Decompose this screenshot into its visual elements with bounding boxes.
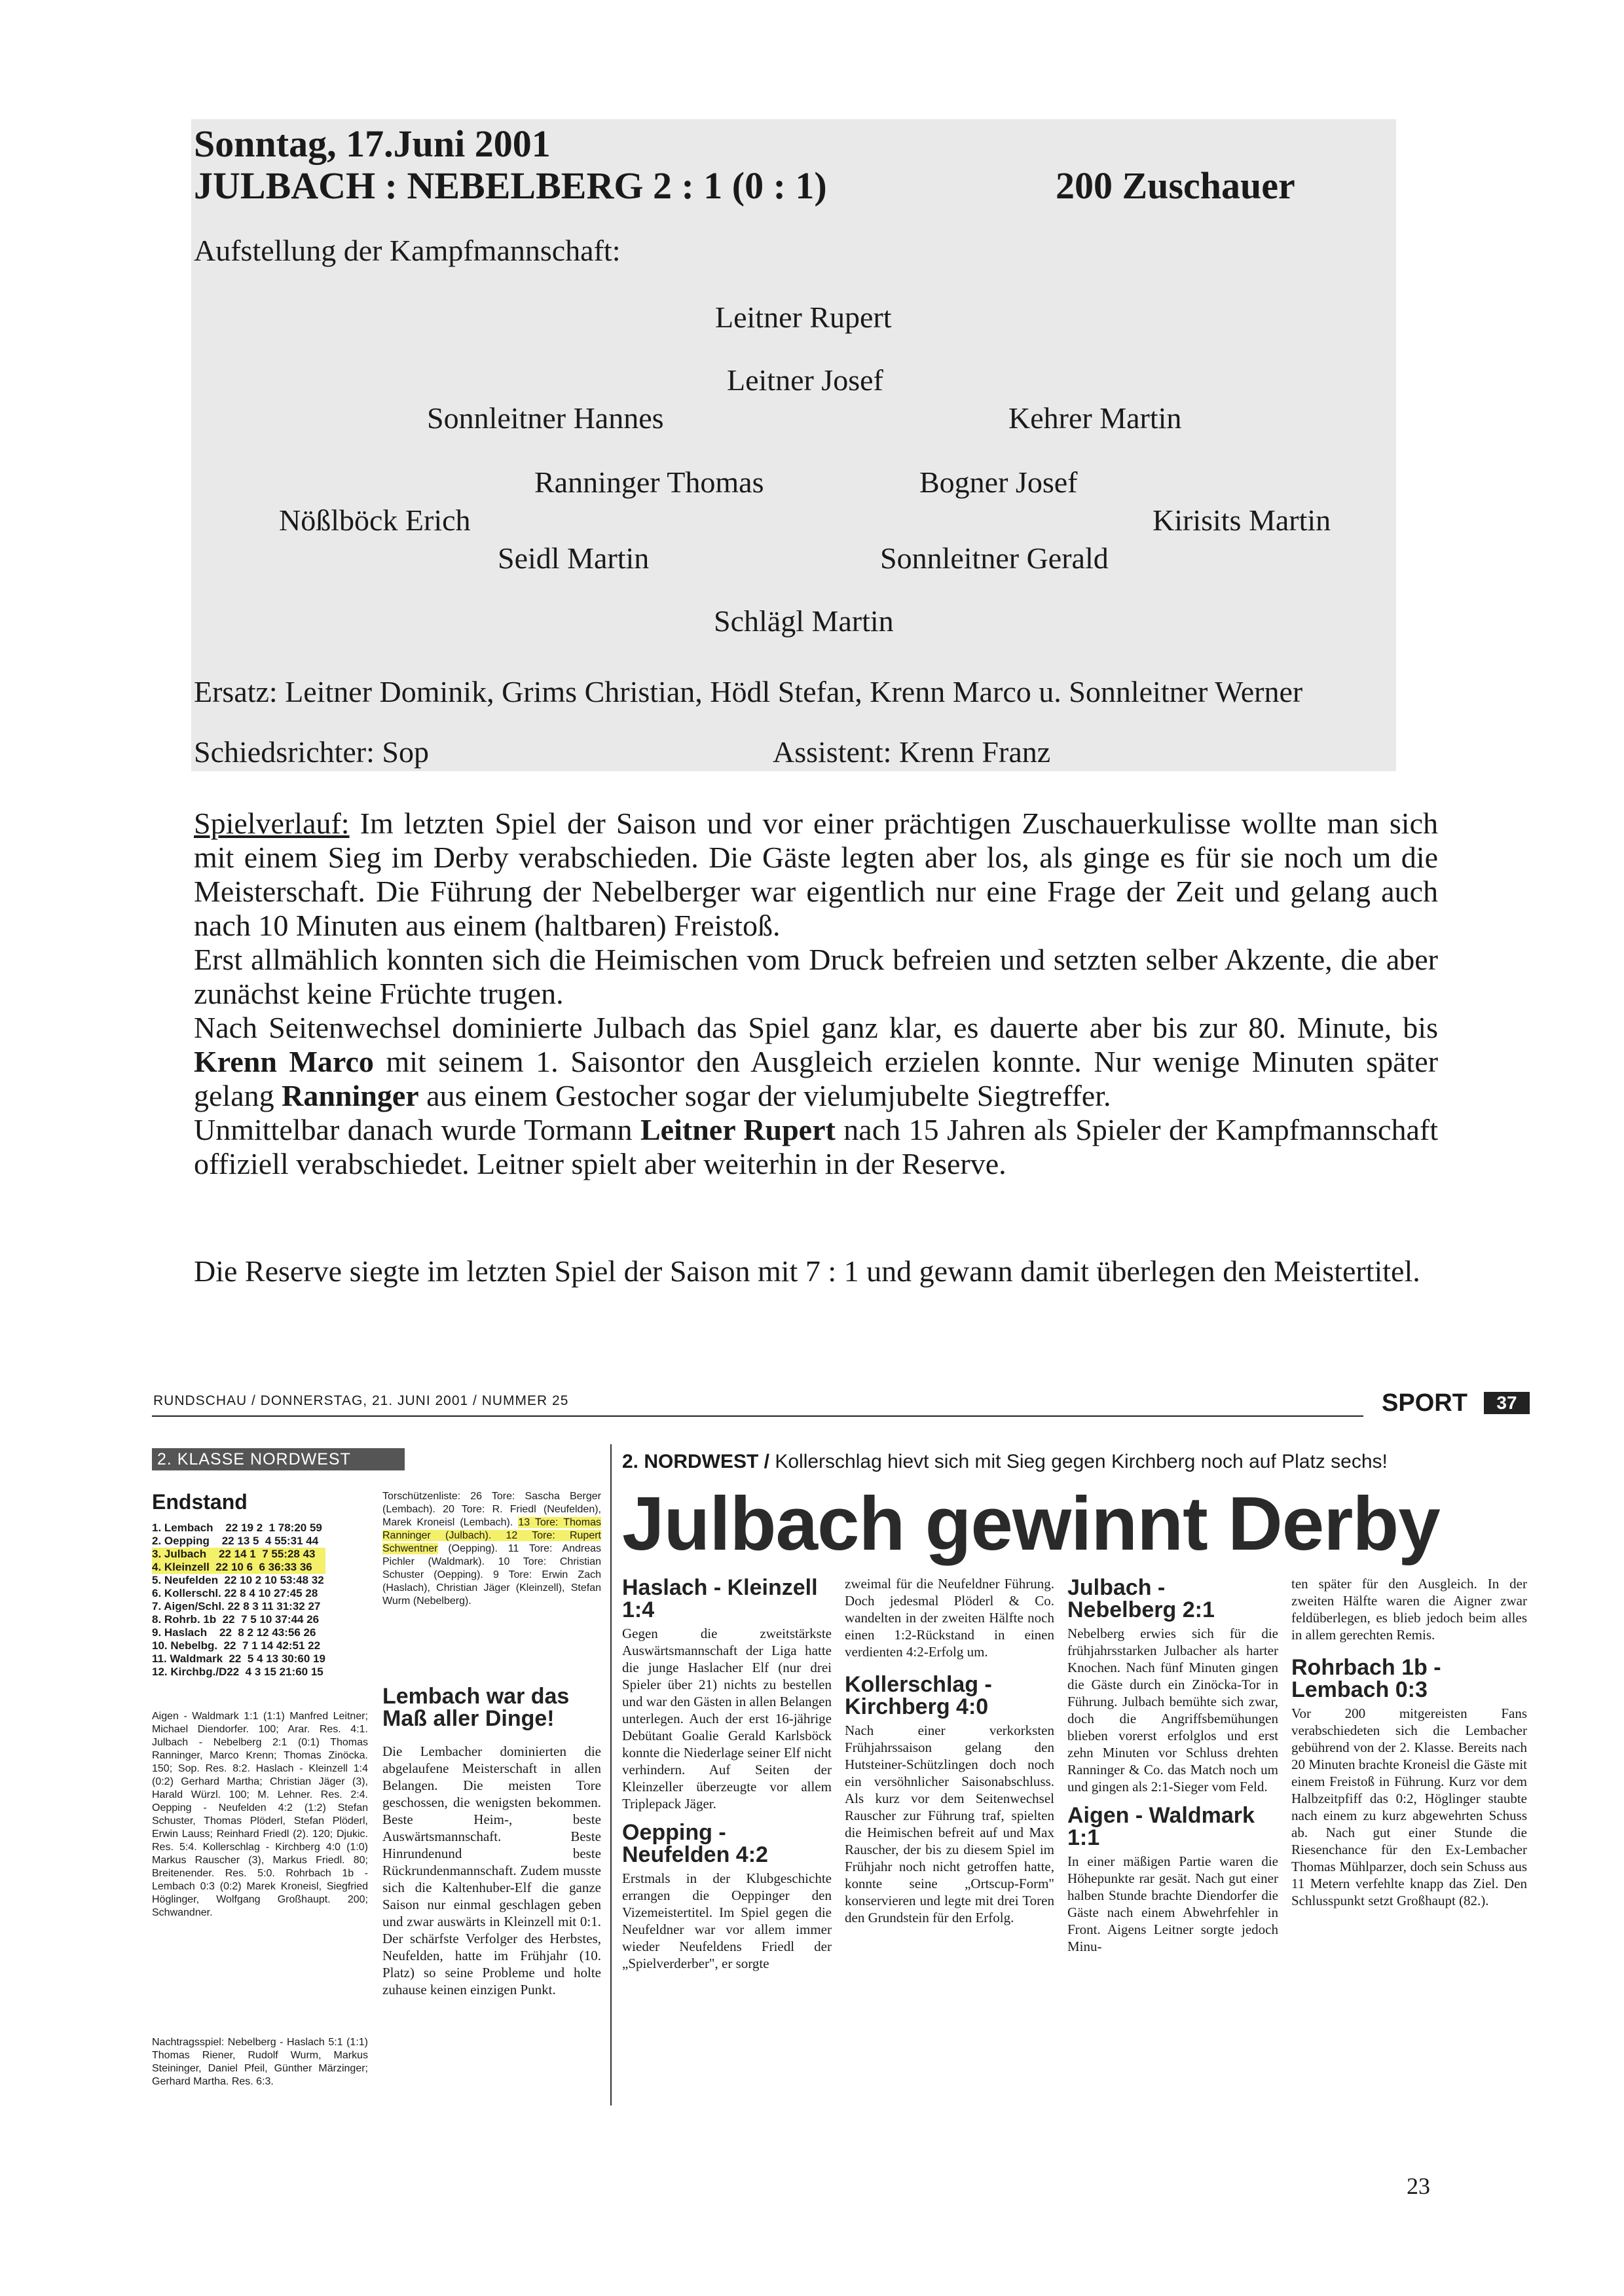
report-para-3e: aus einem Gestocher sogar der vielumjubelte Siegtreffer. (418, 1079, 1111, 1112)
player-4: Kehrer Martin (1008, 401, 1182, 435)
scorers-text-rest: (Oepping). 11 Tore: Andreas Pichler (Waldmark). 10 Tore: Christian Schuster (Oepping). 9 Tore: Erwin Zach (Haslach), Christian Jäger (Kleinzell), Stefan Wurm (Nebelberg). (382, 1543, 601, 1607)
julbach-heading: Julbach - Nebelberg 2:1 (1067, 1575, 1215, 1622)
standings-table (152, 1522, 325, 1679)
section-label: SPORT (1382, 1389, 1467, 1417)
player-8: Kirisits Martin (1153, 503, 1331, 537)
rohrbach-article (1291, 1575, 1527, 1909)
spectator-count: 200 Zuschauer (1056, 164, 1295, 207)
report-label: Spielverlauf: (194, 807, 350, 840)
masthead-rule (152, 1415, 1363, 1417)
table-row: 1. Lembach 22 19 2 1 78:20 59 (152, 1522, 322, 1534)
player-2: Leitner Josef (727, 363, 883, 397)
masthead: RUNDSCHAU / DONNERSTAG, 21. JUNI 2001 / NUMMER 25 (153, 1393, 569, 1408)
report-para-1: Im letzten Spiel der Saison und vor einer prächtigen Zuschauerkulisse wollte man sich mit einem Sieg im Derby verabschieden. Die Gäste legten aber los, als ginge es für sie noch um die Meisterschaft. Die Führung der Nebelberger war eigentlich nur eine Frage der Zeit und gelang auch nach 10 Minuten aus einem (haltbaren) Freistoß. (194, 807, 1438, 942)
column-divider (610, 1444, 612, 2105)
page-number: 23 (1407, 2173, 1430, 2199)
scorers-text: Torschützenliste: 26 Tore: Sascha Berger (Lembach). 20 Tore: R. Friedl (Neufelden), Marek Kroneisl (Lembach). (382, 1491, 601, 1528)
match-results: Aigen - Waldmark 1:1 (1:1) Manfred Leitner; Michael Diendorfer. 100; Arar. Res. 4:1. Julbach - Nebelberg 2:1 (0:1) Thomas Ranninger, Marco Krenn; Thomas Zinöcka. 150; Sop. Res. 8:2. Haslach - Kleinzell 1:4 (0:2) Gerhard Martha; Christian Jäger (3), Harald Würzl. 100; M. Lehner. Res. 2:4. Oepping - Neufelden 4:2 (1:2) Stefan Schuster, Thomas Plöderl, Stefan Plöderl, Erwin Lauss; Reinhard Friedl (2). 120; Djukic. Res. 5:4. Kollerschlag - Kirchberg 4:0 (1:0) Markus Rauscher (3), Markus Friedl. 80; Breitenender. Res. 5:0. Rohrbach 1b - Lembach 0:3 (0:2) Marek Kroneisl, Siegfried Höglinger, Wolfgang Großhaupt. 200; Schwandner. (152, 1711, 368, 1918)
table-row-highlighted: 3. Julbach 22 14 1 7 55:28 43 (152, 1548, 325, 1561)
kicker-text: Kollerschlag hievt sich mit Sieg gegen Kirchberg noch auf Platz sechs! (769, 1451, 1388, 1472)
table-row-highlighted: 4. Kleinzell 22 10 6 6 36:33 36 (152, 1561, 325, 1574)
scorer-krenn: Krenn Marco (194, 1045, 374, 1078)
table-row: 12. Kirchbg./D22 4 3 15 21:60 15 (152, 1666, 323, 1678)
match-result: JULBACH : NEBELBERG 2 : 1 (0 : 1) (194, 164, 827, 207)
table-row: 10. Nebelbg. 22 7 1 14 42:51 22 (152, 1639, 321, 1652)
table-row: 8. Rohrb. 1b 22 7 5 10 37:44 26 (152, 1613, 320, 1626)
kollerschlag-article (845, 1575, 1054, 1926)
table-row: 11. Waldmark 22 5 4 13 30:60 19 (152, 1652, 325, 1665)
match-date: Sonntag, 17.Juni 2001 (194, 122, 551, 165)
haslach-body: Gegen die zweitstärkste Auswärtsmannschaft der Liga hatte die junge Haslacher Elf (nur drei Spieler über 21) nichts zu bestellen und war den Gästen in allen Belangen unterlegen. Auch der erst 16-jährige Debütant Goalie Gerald Karlsböck konnte die Niederlage seiner Elf nicht verhindern. Auf Seiten der Kleinzeller überzeugte vor allem Triplepack Jäger. (622, 1626, 832, 1812)
table-row: 6. Kollerschl. 22 8 4 10 27:45 28 (152, 1587, 318, 1599)
report-para-4a: Unmittelbar danach wurde Tormann (194, 1113, 640, 1146)
page-number-badge: 37 (1484, 1392, 1530, 1414)
player-5: Ranninger Thomas (534, 465, 764, 499)
lembach-heading: Lembach war das Maß aller Dinge! (382, 1684, 570, 1731)
aigen-body: In einer mäßigen Partie waren die Höhepunkte rar gesät. Nach gut einer halben Stunde brachte Diendorfer die Gäste nach einem Abwehrfehler in Front. Aigens Leitner sorgte jedoch Minu- (1067, 1853, 1278, 1954)
reserve-report: Die Reserve siegte im letzten Spiel der Saison mit 7 : 1 und gewann damit überlegen den Meistertitel. (194, 1254, 1420, 1288)
substitutes: Ersatz: Leitner Dominik, Grims Christian, Hödl Stefan, Krenn Marco u. Sonnleitner Werner (194, 675, 1303, 708)
report-para-4c: nach 15 Jahren als Spieler der Kampfmannschaft offiziell verabschiedet. Leitner spielt aber weiterhin in der Reserve. (194, 1113, 1438, 1180)
player-7: Nößlböck Erich (279, 503, 471, 537)
standings-title: Endstand (152, 1490, 248, 1514)
top-scorers (382, 1490, 601, 1608)
julbach-body: Nebelberg erwies sich für die frühjahrsstarken Julbacher als harter Knochen. Nach fünf Minuten gingen die Gäste durch ein Zinöcka-Tor in Führung. Julbach bemühte sich zwar, doch die Angriffsbemühungen blieben vorerst erfolglos und erst zehn Minuten vor Schluss drehten Ranninger & Co. das Match noch um und gingen als 2:1-Sieger vom Feld. (1067, 1626, 1278, 1795)
lembach-article (382, 1680, 601, 1998)
table-row: 5. Neufelden 22 10 2 10 53:48 32 (152, 1574, 324, 1586)
match-report (194, 807, 1438, 1181)
player-9: Seidl Martin (498, 541, 650, 575)
player-3: Sonnleitner Hannes (427, 401, 664, 435)
postponed-match: Nachtragsspiel: Nebelberg - Haslach 5:1 (1:1) Thomas Riener, Rudolf Wurm, Markus Steininger, Daniel Pfeil, Günther Märzinger; Gerhard Martha. Res. 6:3. (152, 2037, 368, 2087)
scorer-ranninger: Ranninger (282, 1079, 419, 1112)
player-6: Bogner Josef (919, 465, 1078, 499)
assistant-referee: Assistent: Krenn Franz (773, 735, 1051, 769)
oepping-heading: Oepping - Neufelden 4:2 (622, 1820, 768, 1867)
haslach-heading: Haslach - Kleinzell 1:4 (622, 1575, 818, 1622)
scorers-highlight: 13 Tore: Thomas Ranninger (Julbach). 12 Tore: Rupert Schwentner (382, 1517, 602, 1554)
referee: Schiedsrichter: Sop (194, 735, 429, 769)
haslach-article (622, 1571, 832, 1972)
aigen-heading: Aigen - Waldmark 1:1 (1067, 1803, 1255, 1850)
rohrbach-heading: Rohrbach 1b - Lembach 0:3 (1291, 1655, 1441, 1702)
player-10: Sonnleitner Gerald (880, 541, 1109, 575)
headline: Julbach gewinnt Derby (622, 1481, 1440, 1566)
newspaper-clipping (152, 1381, 1540, 2115)
player-goalkeeper: Leitner Rupert (715, 301, 892, 334)
league-bar: 2. KLASSE NORDWEST (152, 1448, 405, 1470)
kollerschlag-heading: Kollerschlag - Kirchberg 4:0 (845, 1672, 992, 1719)
kicker-bold: 2. NORDWEST / (622, 1451, 770, 1472)
table-row: 2. Oepping 22 13 5 4 55:31 44 (152, 1535, 319, 1547)
table-row: 7. Aigen/Schl. 22 8 3 11 31:32 27 (152, 1600, 321, 1613)
oepping-body: Erstmals in der Klubgeschichte errangen die Oeppinger den Vizemeistertitel. Im Spiel gegen die Neufeldner war vor allem immer wieder Neufeldens Friedl der „Spielverderber", er sorgte (622, 1870, 832, 1971)
neufelden-continuation: zweimal für die Neufeldner Führung. Doch jedesmal Plöderl & Co. wandelten in der zweiten Hälfte noch einen 1:2-Rückstand in einen verdienten 4:2-Erfolg um. (845, 1576, 1054, 1660)
player-11: Schlägl Martin (714, 604, 894, 638)
goalkeeper-name: Leitner Rupert (640, 1113, 836, 1146)
julbach-article (1067, 1571, 1278, 1955)
report-para-3a: Nach Seitenwechsel dominierte Julbach das Spiel ganz klar, es dauerte aber bis zur 80. Minute, bis (194, 1011, 1438, 1044)
lembach-body: Die Lembacher dominierten die abgelaufene Meisterschaft in allen Belangen. Die meisten Tore geschossen, die wenigsten bekommen. Beste Heim-, beste Auswärtsmannschaft. Beste Hinrundenund beste Rückrundenmannschaft. Zudem musste sich die Kaltenhuber-Elf die ganze Saison nur einmal geschlagen geben und zwar auswärts in Kleinzell mit 0:1. Der schärfste Verfolger des Herbstes, Neufelden, hatte im Frühjahr (10. Platz) so seine Probleme und holte zuhause keinen einzigen Punkt. (382, 1743, 601, 1997)
table-row: 9. Haslach 22 8 2 12 43:56 26 (152, 1626, 316, 1639)
report-para-2: Erst allmählich konnten sich die Heimischen vom Druck befreien und setzten selber Akzente, die aber zunächst keine Früchte trugen. (194, 943, 1438, 1010)
aigen-continuation: ten später für den Ausgleich. In der zweiten Hälfte waren die Aigner zwar feldüberlegen, es blieb jedoch beim alles in allem gerechten Remis. (1291, 1576, 1527, 1643)
report-para-3c: mit seinem 1. Saisontor den Ausgleich erzielen konnte. Nur wenige Minuten später gelang (194, 1045, 1439, 1112)
rohrbach-body: Vor 200 mitgereisten Fans verabschiedeten sich die Lembacher gebührend von der 2. Klasse. Bereits nach 20 Minuten brachte Kroneisl die Gäste mit einem Freistoß in Führung. Kurz vor dem Halbzeitpfiff das 0:2, Höglinger staubte nach einem zu kurz abgewehrten Schuss ab. Nach gut einer Stunde die Riesenchance für den Ex-Lembacher Thomas Mühlparzer, doch sein Schuss aus 11 Metern verfehlte knapp das Ziel. Den Schlusspunkt setzt Großhaupt (82.). (1291, 1705, 1527, 1908)
match-info-box (191, 119, 1396, 771)
lineup-label: Aufstellung der Kampfmannschaft: (194, 234, 621, 267)
kollerschlag-body: Nach einer verkorksten Frühjahrssaison gelang den Hutsteiner-Schützlingen doch noch ein versöhnlicher Saisonabschluss. Als kurz vor dem Seitenwechsel Rauscher zur Führung traf, spielten die Heimischen befreit auf und Max Rauscher, der bis zu diesem Spiel im Frühjahr noch nicht getroffen hatte, konnte seine „Ortscup-Form" konservieren und legte mit drei Toren den Grundstein für den Erfolg. (845, 1722, 1054, 1925)
